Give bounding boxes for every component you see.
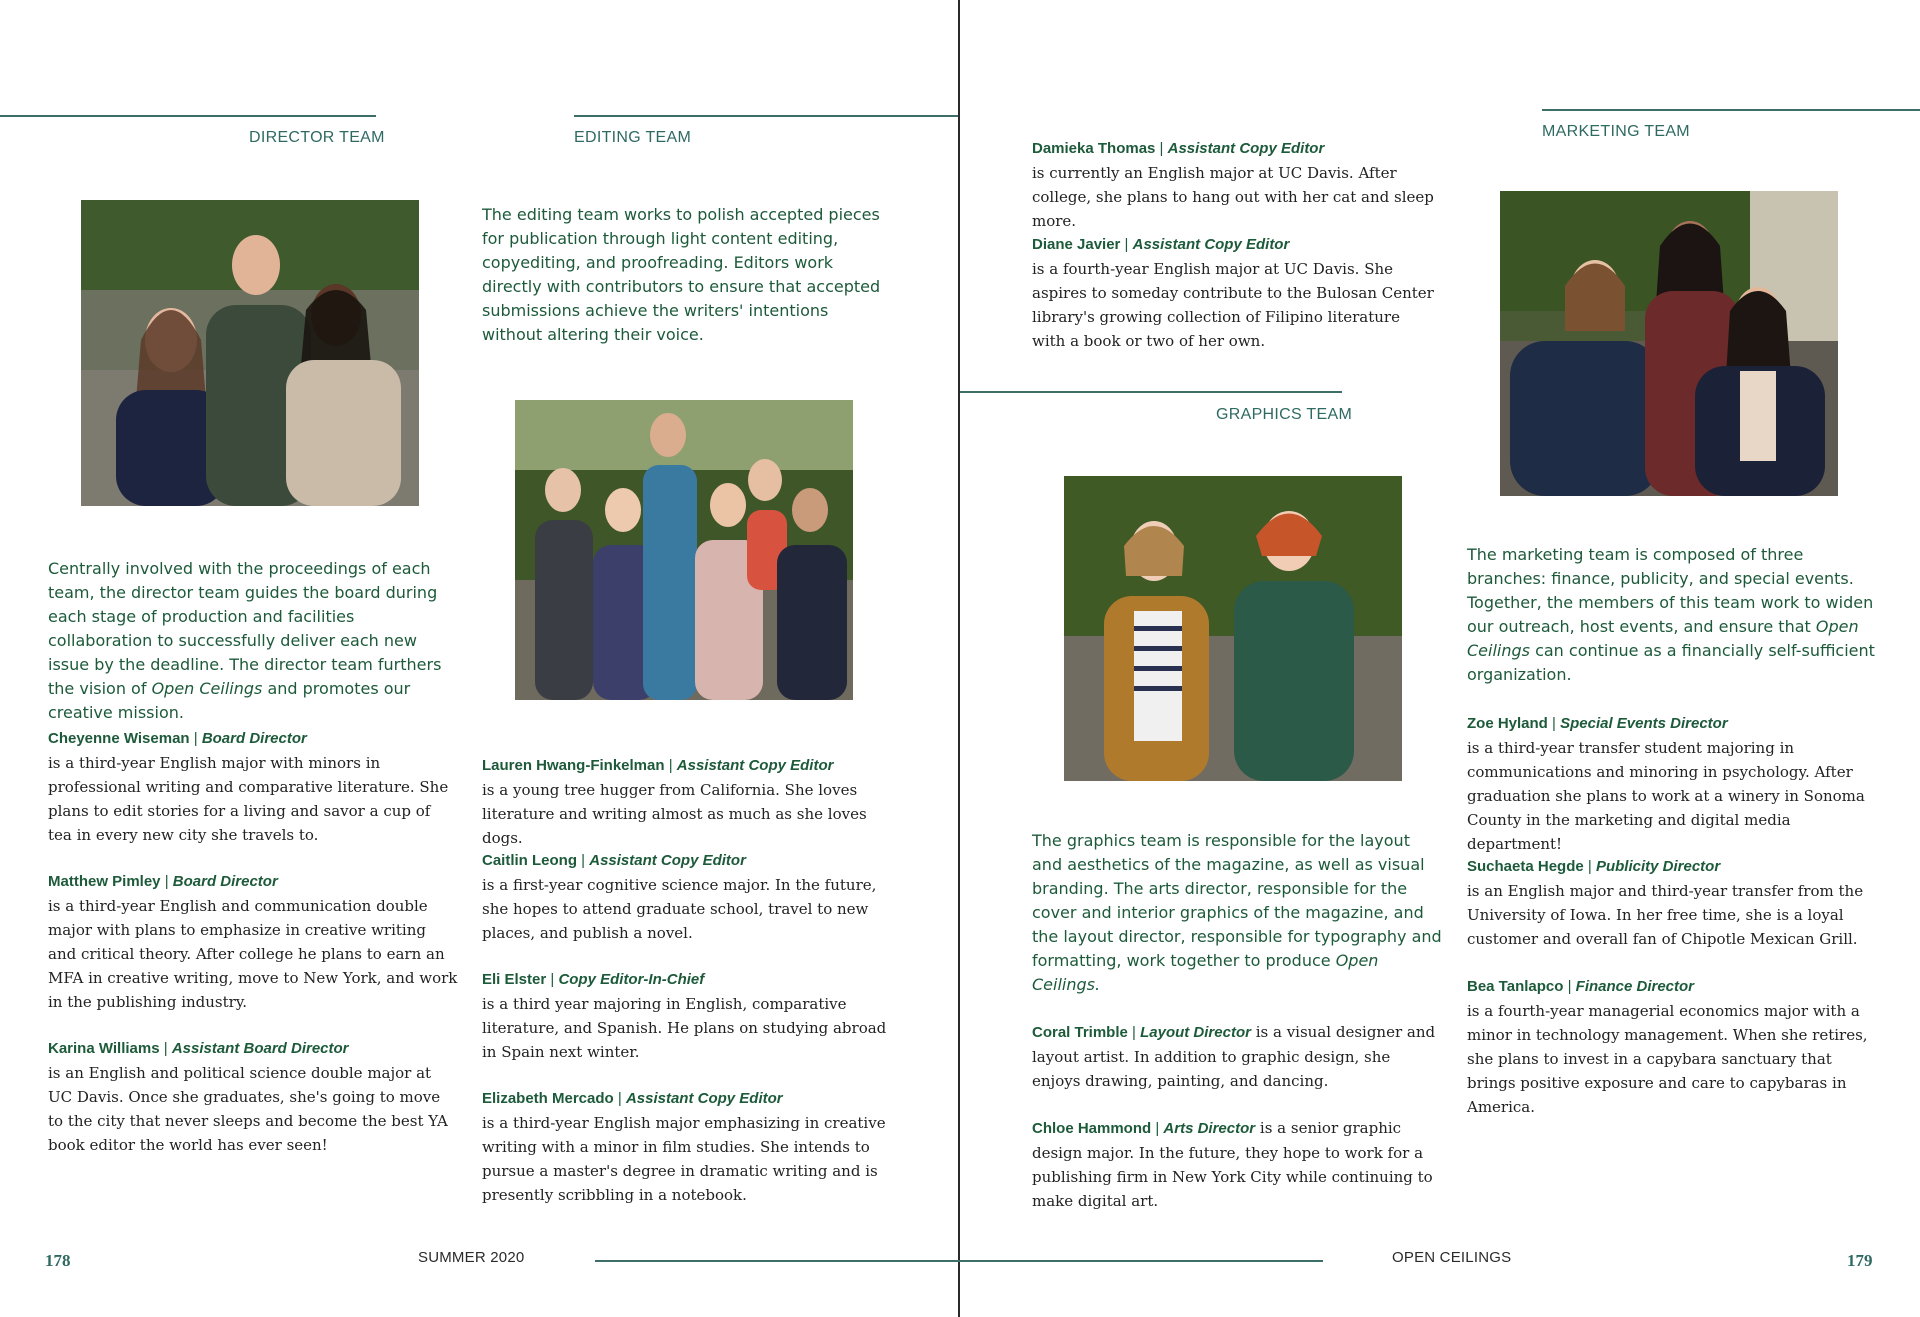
member-bio: is a third-year transfer student majoring in communications and minoring in psychology. After graduation she plans to work at a winery in Sonoma County in the marketing and digital media department!: [1467, 739, 1865, 853]
graphics-team-title: GRAPHICS TEAM: [1216, 406, 1353, 423]
member-name: Karina Williams: [48, 1040, 160, 1057]
bio-coral-trimble: Coral Trimble | Layout Director is a visual designer and layout artist. In addition to graphic design, she enjoys drawing, painting, and dancing.: [1032, 1023, 1436, 1090]
bio-elizabeth-mercado: Elizabeth Mercado | Assistant Copy Editor is a third-year English major emphasizing in creative writing with a minor in film studies. She intends to pursue a master's degree in dramatic writing and is presently scribbling in a notebook.: [482, 1090, 886, 1204]
footer-rule: [595, 1260, 1323, 1262]
bio-chloe-hammond: Chloe Hammond | Arts Director is a senior graphic design major. In the future, they hope to work for a publishing firm in New York City while continuing to make digital art.: [1032, 1119, 1433, 1210]
bio-zoe-hyland: Zoe Hyland | Special Events Director is a third-year transfer student majoring in communications and minoring in psychology. After graduation she plans to work at a winery in Sonoma County in the marketing and digital media department!: [1467, 715, 1865, 853]
page-gutter: [958, 0, 960, 1317]
graphics-rule: [960, 391, 1342, 393]
member-role: Assistant Copy Editor: [676, 757, 834, 774]
member-role: Assistant Copy Editor: [1132, 236, 1290, 253]
member-bio: is a senior graphic design major. In the future, they hope to work for a publishing firm in New York City while continuing to make digital art.: [1032, 1119, 1433, 1210]
member-bio: is a third-year English major with minors in professional writing and comparative literature. She plans to edit stories for a living and savor a cup of tea in every new city she travels to.: [48, 754, 449, 844]
magazine-name-label: OPEN CEILINGS: [1392, 1249, 1512, 1266]
member-bio: is a visual designer and layout artist. In addition to graphic design, she enjoys drawing, painting, and dancing.: [1032, 1023, 1436, 1090]
member-name: Matthew Pimley: [48, 873, 161, 890]
member-name: Coral Trimble: [1032, 1024, 1128, 1041]
member-role: Assistant Copy Editor: [589, 852, 746, 869]
member-name: Diane Javier: [1032, 236, 1121, 253]
member-role: Assistant Copy Editor: [625, 1090, 783, 1107]
director-rule: [0, 115, 376, 117]
bio-caitlin-leong: Caitlin Leong | Assistant Copy Editor is a first-year cognitive science major. In the future, she hopes to attend graduate school, travel to new places, and publish a novel.: [482, 852, 877, 942]
marketing-team-title: MARKETING TEAM: [1542, 123, 1690, 140]
bio-lauren-hwang-finkelman: Lauren Hwang-Finkelman | Assistant Copy Editor is a young tree hugger from California. She loves literature and writing almost as much as she loves dogs.: [482, 757, 867, 847]
member-name: Lauren Hwang-Finkelman: [482, 757, 665, 774]
member-name: Caitlin Leong: [482, 852, 577, 869]
member-role: Assistant Copy Editor: [1167, 140, 1325, 157]
page-number-right: 179: [1847, 1251, 1873, 1270]
member-role: Board Director: [201, 730, 307, 747]
member-bio: is a first-year cognitive science major. In the future, she hopes to attend graduate school, travel to new places, and publish a novel.: [482, 876, 877, 942]
member-name: Bea Tanlapco: [1467, 978, 1564, 995]
marketing-team-intro: The marketing team is composed of three branches: finance, publicity, and special events. Together, the members of this team work to widen our outreach, host events, and ensure that Open Ceilings can continue as a financially self-sufficient organization.: [1467, 545, 1875, 684]
member-name: Chloe Hammond: [1032, 1120, 1152, 1137]
member-role: Arts Director: [1163, 1120, 1256, 1137]
member-bio: is currently an English major at UC Davis. After college, she plans to hang out with her cat and sleep more.: [1032, 164, 1434, 230]
member-bio: is a young tree hugger from California. She loves literature and writing almost as much as she loves dogs.: [482, 781, 867, 847]
member-bio: is an English and political science double major at UC Davis. Once she graduates, she's going to move to the city that never sleeps and become the best YA book editor the world has ever seen!: [48, 1064, 448, 1154]
editing-team-intro: The editing team works to polish accepted pieces for publication through light content editing, copyediting, and proofreading. Editors work directly with contributors to ensure that accepted submissions achieve the writers' intentions without altering their voice.: [482, 205, 881, 344]
member-bio: is a fourth-year English major at UC Davis. She aspires to someday contribute to the Bulosan Center library's growing collection of Filipino literature with a book or two of her own.: [1032, 260, 1434, 350]
bio-karina-williams: Karina Williams | Assistant Board Director is an English and political science double major at UC Davis. Once she graduates, she's going to move to the city that never sleeps and become the best YA book editor the world has ever seen!: [48, 1040, 448, 1154]
member-bio: is a third-year English major emphasizing in creative writing with a minor in film studies. She intends to pursue a master's degree in dramatic writing and is presently scribbling in a notebook.: [482, 1114, 886, 1204]
member-role: Board Director: [172, 873, 278, 890]
member-role: Finance Director: [1575, 978, 1695, 995]
member-name: Zoe Hyland: [1467, 715, 1548, 732]
member-role: Copy Editor-In-Chief: [558, 971, 705, 988]
director-team-intro: Centrally involved with the proceedings of each team, the director team guides the board during each stage of production and facilities collaboration to successfully deliver each new issue by the deadline. The director team furthers the vision of Open Ceilings and promotes our creative mission.: [48, 559, 442, 722]
editing-team-title: EDITING TEAM: [574, 129, 692, 146]
member-name: Suchaeta Hegde: [1467, 858, 1584, 875]
bio-cheyenne-wiseman: Cheyenne Wiseman | Board Director is a third-year English major with minors in professional writing and comparative literature. She plans to edit stories for a living and savor a cup of tea in every new city she travels to.: [48, 730, 449, 844]
member-bio: is a fourth-year managerial economics major with a minor in technology management. When she retires, she plans to invest in a capybara sanctuary that brings positive exposure and care to capybaras in America.: [1467, 1002, 1868, 1116]
page-number-left: 178: [45, 1251, 71, 1270]
member-bio: is an English major and third-year transfer from the University of Iowa. In her free time, she is a loyal customer and overall fan of Chipotle Mexican Grill.: [1467, 882, 1864, 948]
graphics-team-photo: [1064, 476, 1402, 781]
editing-team-photo: [515, 400, 853, 700]
member-bio: is a third-year English and communication double major with plans to emphasize in creative writing and critical theory. After college he plans to earn an MFA in creative writing, move to New York, and work in the publishing industry.: [48, 897, 458, 1011]
marketing-rule: [1542, 109, 1920, 111]
member-name: Eli Elster: [482, 971, 547, 988]
bio-damieka-thomas: Damieka Thomas | Assistant Copy Editor is currently an English major at UC Davis. After college, she plans to hang out with her cat and sleep more.: [1032, 140, 1434, 230]
bio-suchaeta-hegde: Suchaeta Hegde | Publicity Director is an English major and third-year transfer from the University of Iowa. In her free time, she is a loyal customer and overall fan of Chipotle Mexican Grill.: [1467, 858, 1864, 948]
member-name: Cheyenne Wiseman: [48, 730, 190, 747]
member-name: Elizabeth Mercado: [482, 1090, 614, 1107]
member-role: Publicity Director: [1595, 858, 1721, 875]
bio-diane-javier: Diane Javier | Assistant Copy Editor is a fourth-year English major at UC Davis. She aspires to someday contribute to the Bulosan Center library's growing collection of Filipino literature with a book or two of her own.: [1032, 236, 1434, 350]
graphics-team-intro: The graphics team is responsible for the layout and aesthetics of the magazine, as well as visual branding. The arts director, responsible for the cover and interior graphics of the magazine, and the layout director, responsible for typography and formatting, work together to produce Open Ceilings.: [1032, 831, 1442, 994]
issue-label: SUMMER 2020: [418, 1249, 525, 1266]
member-role: Special Events Director: [1560, 715, 1728, 732]
member-bio: is a third year majoring in English, comparative literature, and Spanish. He plans on studying abroad in Spain next winter.: [482, 995, 887, 1061]
member-name: Damieka Thomas: [1032, 140, 1156, 157]
marketing-team-photo: [1500, 191, 1838, 496]
bio-matthew-pimley: Matthew Pimley | Board Director is a third-year English and communication double major with plans to emphasize in creative writing and critical theory. After college he plans to earn an MFA in creative writing, move to New York, and work in the publishing industry.: [48, 873, 458, 1011]
editing-rule: [574, 115, 958, 117]
bio-eli-elster: Eli Elster | Copy Editor-In-Chief is a third year majoring in English, comparative literature, and Spanish. He plans on studying abroad in Spain next winter.: [482, 971, 887, 1061]
member-role: Layout Director: [1140, 1024, 1251, 1041]
bio-bea-tanlapco: Bea Tanlapco | Finance Director is a fourth-year managerial economics major with a minor in technology management. When she retires, she plans to invest in a capybara sanctuary that brings positive exposure and care to capybaras in America.: [1467, 978, 1868, 1116]
director-team-photo: [81, 200, 419, 506]
member-role: Assistant Board Director: [171, 1040, 349, 1057]
director-team-title: DIRECTOR TEAM: [249, 129, 385, 146]
